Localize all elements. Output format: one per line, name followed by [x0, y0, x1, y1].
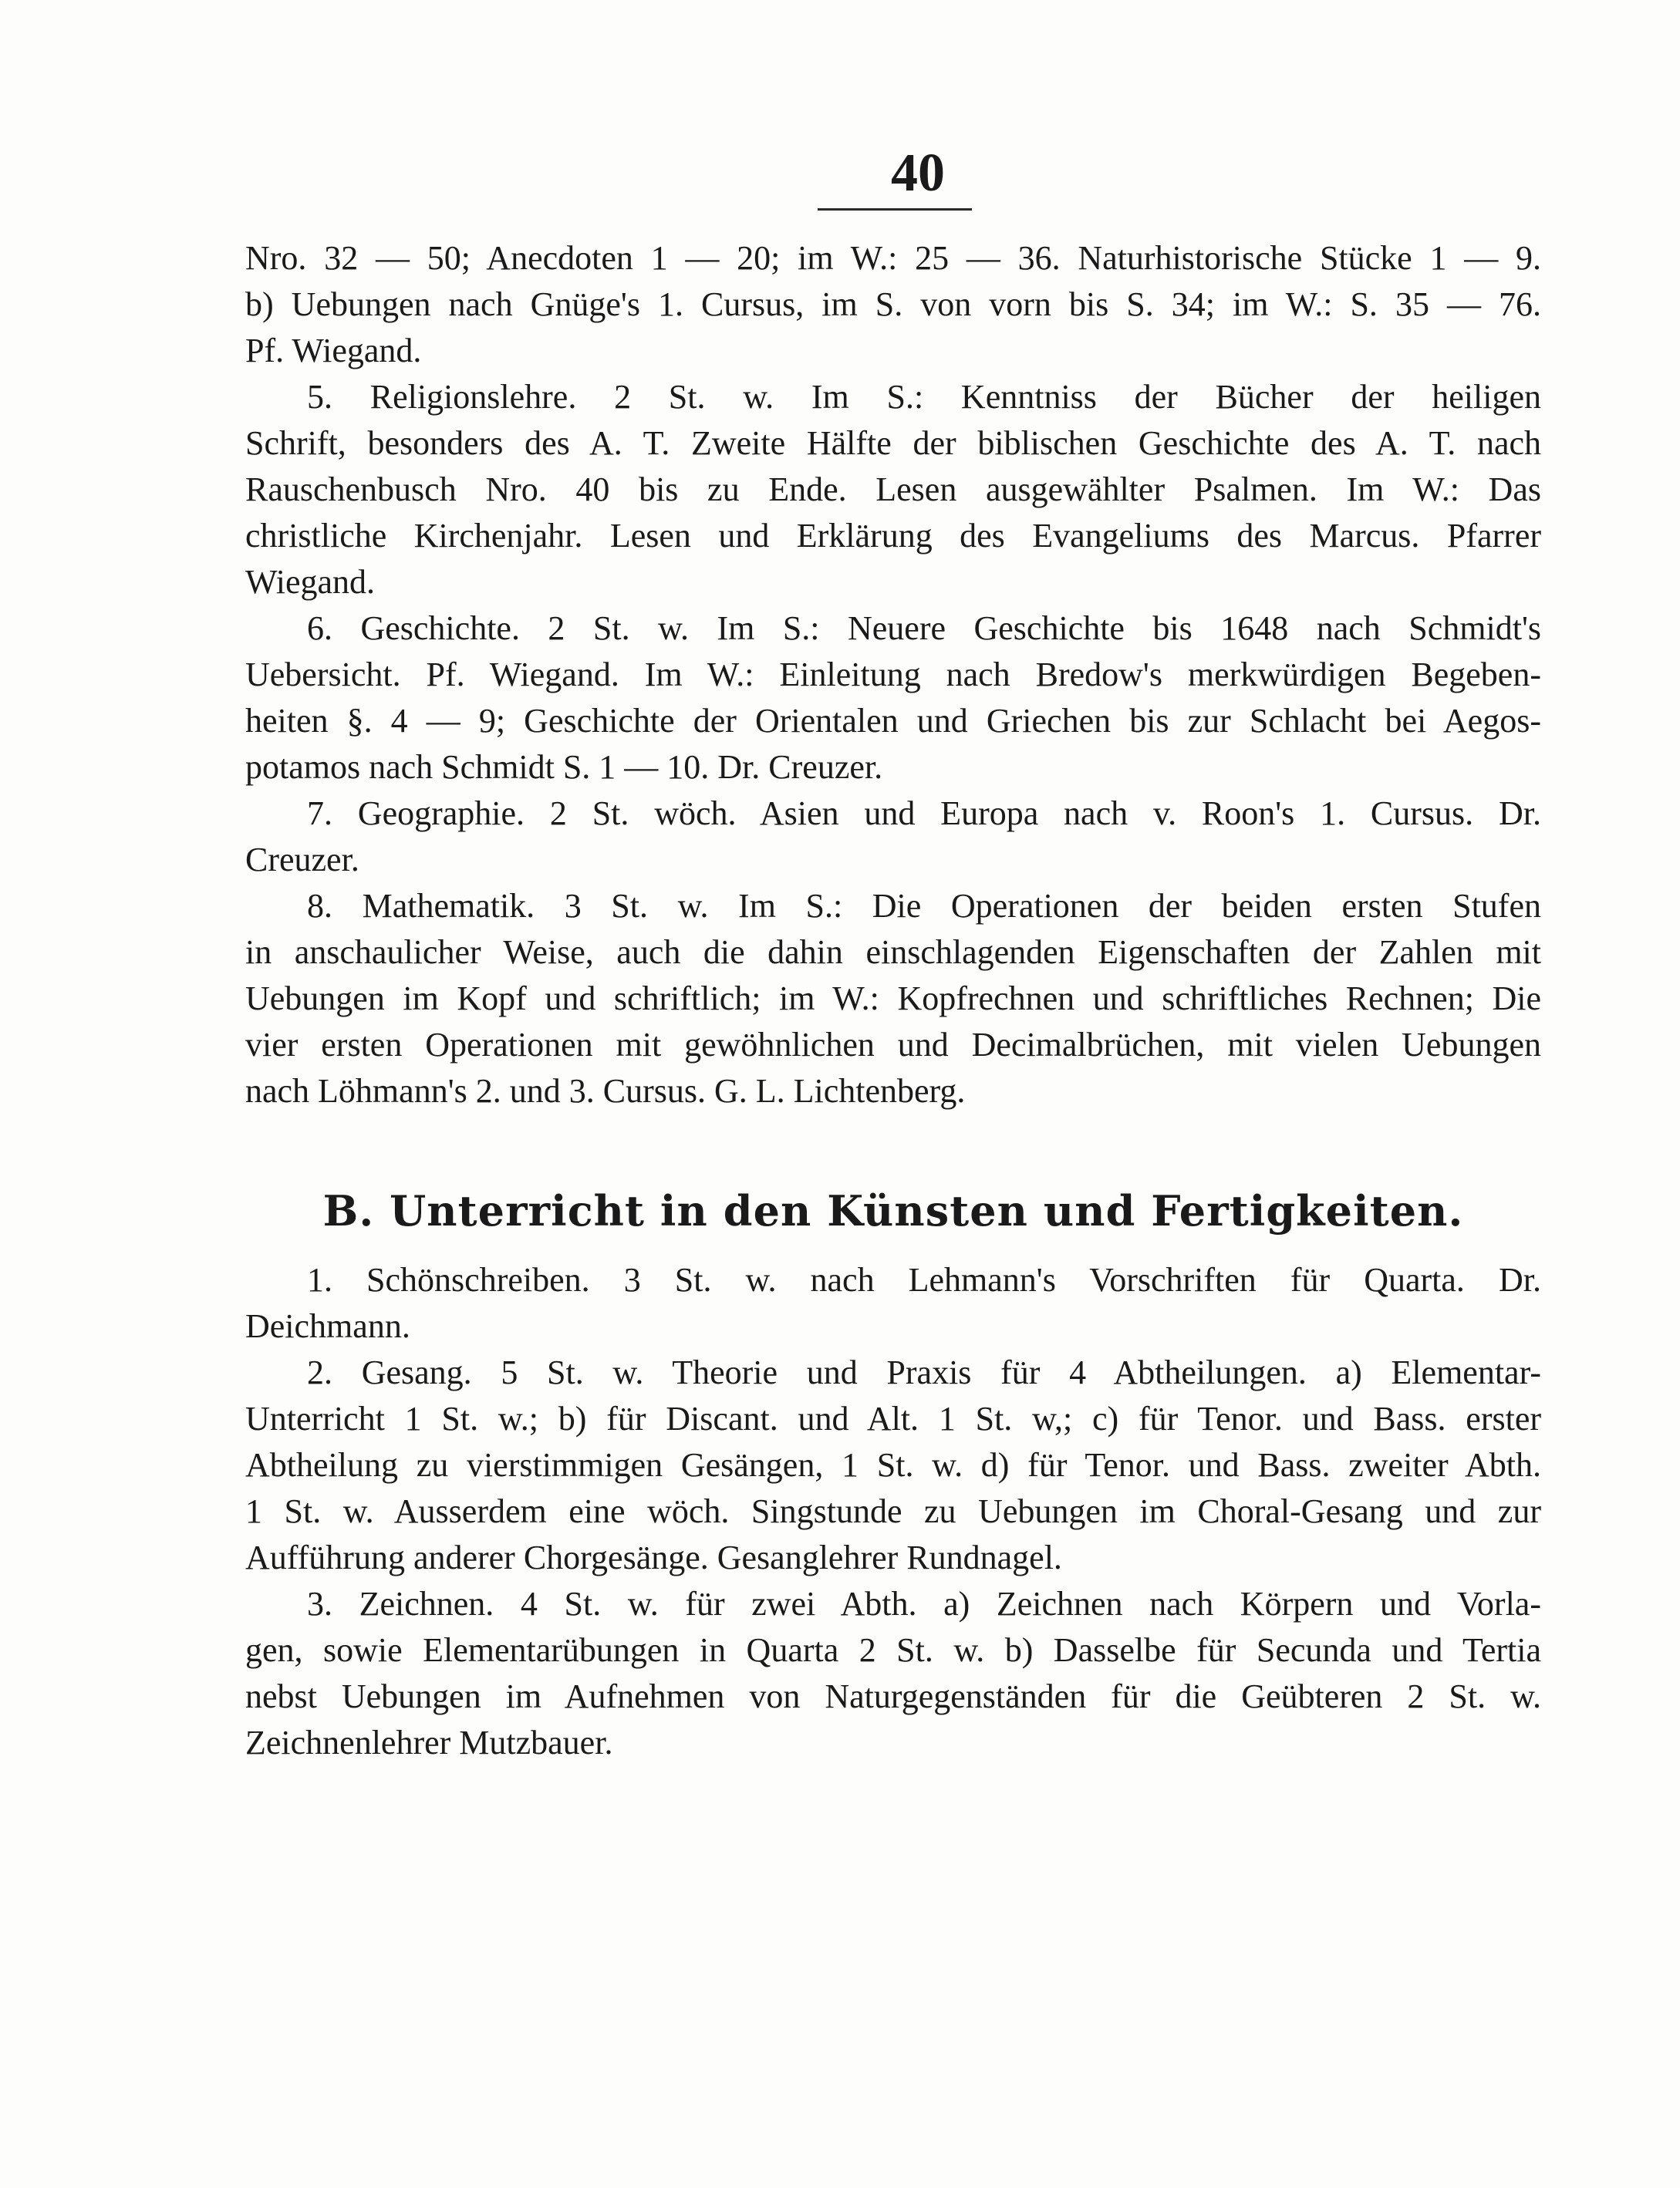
section-a-line: in anschaulicher Weise, auch die dahin einschlagenden Eigenschaften der Zahlen mit	[245, 933, 1541, 971]
section-b-line: Aufführung anderer Chorgesänge. Gesanglehrer Rundnagel.	[245, 1539, 1062, 1576]
section-b-heading: B. Unterricht in den Künsten und Fertigkeiten.	[322, 1186, 1464, 1236]
page-number: 40	[891, 143, 945, 203]
section-a-line: nach Löhmann's 2. und 3. Cursus. G. L. Lichtenberg.	[245, 1072, 966, 1110]
section-a-line: Uebersicht. Pf. Wiegand. Im W.: Einleitung nach Bredow's merkwürdigen Begeben-	[245, 656, 1541, 693]
section-b-text	[245, 1257, 1541, 1766]
section-a-line: potamos nach Schmidt S. 1 — 10. Dr. Creuzer.	[245, 748, 883, 786]
section-a-line: Nro. 32 — 50; Anecdoten 1 — 20; im W.: 25 — 36. Naturhistorische Stücke 1 — 9.	[245, 239, 1541, 277]
section-b-line: Deichmann.	[245, 1307, 410, 1345]
section-b-line: Zeichnenlehrer Mutzbauer.	[245, 1724, 613, 1762]
section-b-line: 1 St. w. Ausserdem eine wöch. Singstunde zu Uebungen im Choral-Gesang und zur	[245, 1492, 1541, 1530]
section-b-line: nebst Uebungen im Aufnehmen von Naturgegenständen für die Geübteren 2 St. w.	[245, 1677, 1541, 1715]
section-a-line: Wiegand.	[245, 563, 376, 601]
section-a-line: 5. Religionslehre. 2 St. w. Im S.: Kenntniss der Bücher der heiligen	[307, 378, 1541, 416]
section-b-line: 1. Schönschreiben. 3 St. w. nach Lehmann's Vorschriften für Quarta. Dr.	[307, 1261, 1541, 1299]
section-b-line: gen, sowie Elementarübungen in Quarta 2 St. w. b) Dasselbe für Secunda und Tertia	[245, 1631, 1541, 1669]
section-a-line: vier ersten Operationen mit gewöhnlichen und Decimalbrüchen, mit vielen Uebungen	[245, 1026, 1541, 1064]
section-a-line: Schrift, besonders des A. T. Zweite Hälfte der biblischen Geschichte des A. T. nach	[245, 424, 1541, 462]
section-b-line: Unterricht 1 St. w.; b) für Discant. und Alt. 1 St. w,; c) für Tenor. und Bass. erster	[245, 1400, 1541, 1438]
section-a-line: 7. Geographie. 2 St. wöch. Asien und Europa nach v. Roon's 1. Cursus. Dr.	[307, 794, 1541, 832]
section-b-line: 3. Zeichnen. 4 St. w. für zwei Abth. a) Zeichnen nach Körpern und Vorla-	[307, 1585, 1541, 1623]
section-a-line: 8. Mathematik. 3 St. w. Im S.: Die Operationen der beiden ersten Stufen	[307, 887, 1541, 925]
section-a-line: Rauschenbusch Nro. 40 bis zu Ende. Lesen ausgewählter Psalmen. Im W.: Das	[245, 470, 1541, 508]
section-a-line: Pf. Wiegand.	[245, 332, 422, 369]
section-b-line: 2. Gesang. 5 St. w. Theorie und Praxis für 4 Abtheilungen. a) Elementar-	[307, 1354, 1541, 1391]
section-a-line: 6. Geschichte. 2 St. w. Im S.: Neuere Geschichte bis 1648 nach Schmidt's	[307, 609, 1541, 647]
section-a-line: b) Uebungen nach Gnüge's 1. Cursus, im S. von vorn bis S. 34; im W.: S. 35 — 76.	[245, 285, 1541, 323]
section-a-text	[245, 235, 1541, 1114]
section-a-line: christliche Kirchenjahr. Lesen und Erklärung des Evangeliums des Marcus. Pfarrer	[245, 517, 1541, 555]
section-a-line: Creuzer.	[245, 841, 359, 878]
section-a-line: heiten §. 4 — 9; Geschichte der Orientalen und Griechen bis zur Schlacht bei Aegos-	[245, 702, 1541, 740]
page-number-rule	[818, 208, 972, 211]
section-b-line: Abtheilung zu vierstimmigen Gesängen, 1 St. w. d) für Tenor. und Bass. zweiter Abth.	[245, 1446, 1541, 1484]
section-a-line: Uebungen im Kopf und schriftlich; im W.: Kopfrechnen und schriftliches Rechnen; Die	[245, 979, 1541, 1017]
section-b-heading-wrap	[245, 1184, 1541, 1238]
